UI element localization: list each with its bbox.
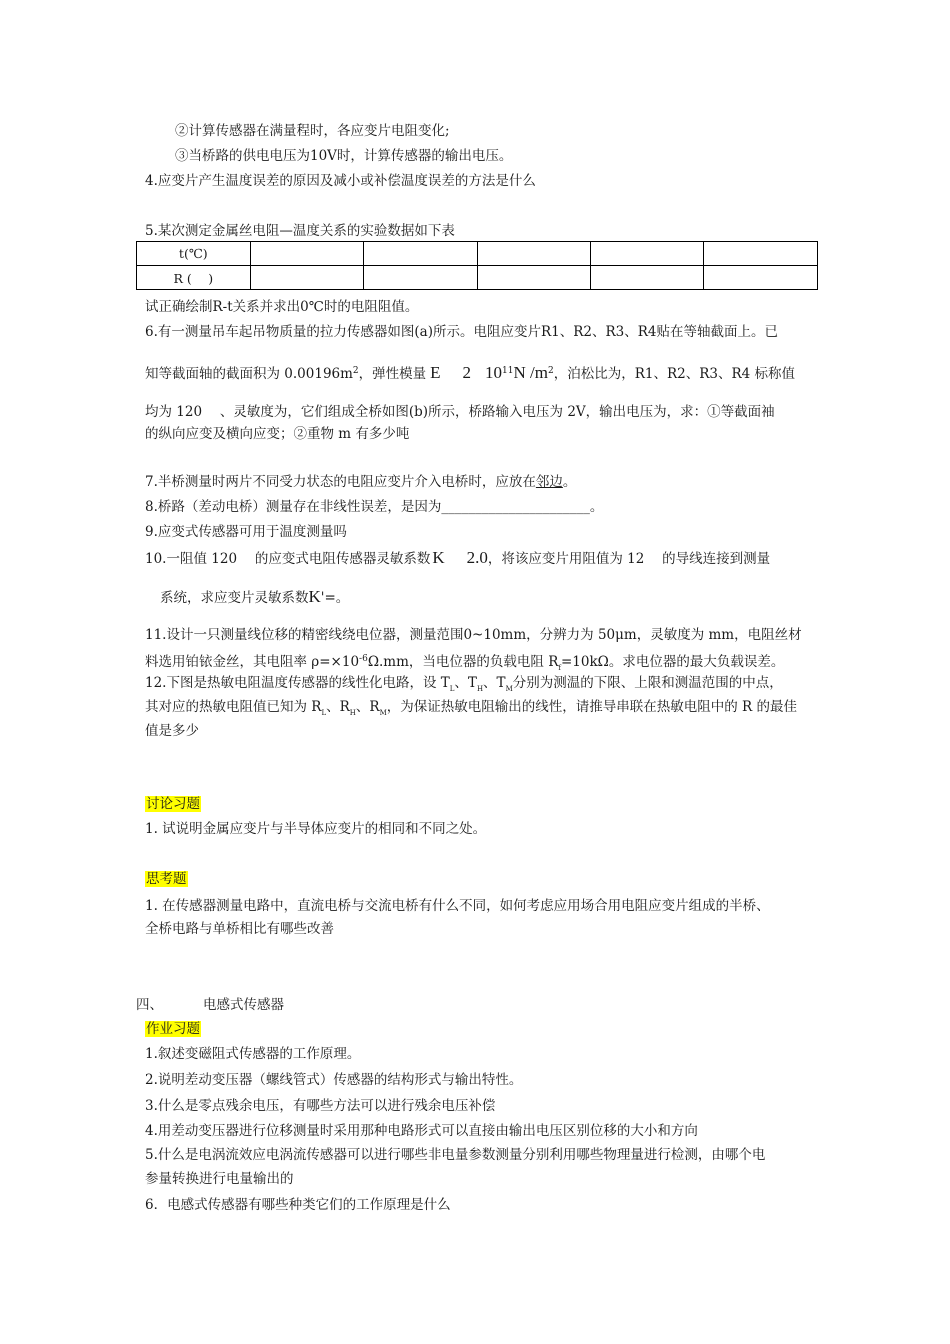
table-cell (364, 266, 477, 290)
text-segment: '=。 (320, 590, 350, 606)
text-segment: 、R (326, 699, 350, 715)
table-row (137, 242, 818, 266)
subscript: H (476, 685, 484, 693)
think-item-1-line-1: 1. 在传感器测量电路中，直流电桥与交流电桥有什么不同，如何考虑应用场合用电阻应变片组成的半桥、 (145, 898, 770, 914)
table-header-r: R ( ) (137, 266, 251, 290)
math-value: 2.0 (466, 548, 488, 567)
table-cell (704, 242, 818, 266)
table-cell (477, 266, 590, 290)
math-K: K (432, 548, 445, 567)
question-8 (145, 497, 603, 517)
math-unit: N /m (513, 363, 548, 382)
text-segment: 7.半桥测量时两片不同受力状态的电阻应变片介入电桥时，应放在 (145, 474, 536, 490)
math-ten: 10 (485, 363, 503, 382)
question-6-line-4: 的纵向应变及横向应变；②重物 m 有多少吨 (145, 426, 410, 442)
text-segment: ，弹性模量 (358, 366, 427, 382)
text-segment: ，将该应变片用阻值为 12 的导线连接到测量 (487, 551, 771, 567)
section-4-number: 四、 (136, 997, 163, 1013)
superscript: 2 (547, 366, 554, 376)
table-cell (591, 242, 704, 266)
question-4: 4.应变片产生温度误差的原因及减小或补偿温度误差的方法是什么 (145, 173, 536, 189)
table-cell (477, 242, 590, 266)
section-4-title: 电感式传感器 (203, 997, 284, 1013)
homework-item-5-line-2: 参量转换进行电量输出的 (145, 1171, 294, 1187)
subscript: f (558, 664, 561, 672)
question-11-line-1: 11.设计一只测量线位移的精密线绕电位器，测量范围0~10mm，分辨力为 50μm，灵敏度为 mm，电阻丝材 (145, 627, 802, 643)
answer-underlined: 邻边 (535, 474, 563, 490)
resistance-temperature-table (136, 241, 818, 290)
text-segment: =10kΩ。求电位器的最大负载误差。 (560, 654, 785, 670)
math-K: K (308, 587, 321, 606)
question-9: 9.应变式传感器可用于温度测量吗 (145, 524, 347, 540)
superscript: 2 (352, 366, 359, 376)
table-cell (250, 242, 363, 266)
text-segment: 10.一阻值 120 的应变式电阻传感器灵敏系数 (145, 551, 431, 567)
blank-line: ______________________ (441, 499, 590, 515)
superscript: -6 (359, 654, 368, 664)
text-segment: 料选用铂铱金丝，其电阻率 ρ=×10 (145, 654, 360, 670)
question-5: 5.某次测定金属丝电阻—温度关系的实验数据如下表 (145, 223, 455, 239)
section-think-title (145, 869, 188, 889)
homework-item-2: 2.说明差动变压器（螺线管式）传感器的结构形式与输出特性。 (145, 1072, 523, 1088)
homework-item-1: 1.叙述变磁阻式传感器的工作原理。 (145, 1046, 361, 1062)
text-segment: 12.下图是热敏电阻温度传感器的线性化电路，设 T (145, 675, 450, 691)
question-5-instruction: 试正确绘制R-t关系并求出0℃时的电阻阻值。 (145, 299, 419, 315)
homework-item-6: 6．电感式传感器有哪些种类它们的工作原理是什么 (145, 1197, 451, 1213)
question-12-line-3: 值是多少 (145, 723, 199, 739)
highlighted-heading: 思考题 (146, 871, 187, 887)
text-segment: 分别为测温的下限、上限和测温范围的中点， (512, 675, 783, 691)
homework-item-3: 3.什么是零点残余电压，有哪些方法可以进行残余电压补偿 (145, 1098, 496, 1114)
table-cell (364, 242, 477, 266)
question-7 (145, 472, 576, 492)
highlighted-heading: 作业习题 (146, 1021, 200, 1037)
subscript: M (505, 685, 513, 693)
subscript: L (449, 685, 455, 693)
question-6-line-2 (145, 361, 795, 384)
think-item-1-line-2: 全桥电路与单桥相比有哪些改善 (145, 921, 334, 937)
question-10-line-1 (145, 548, 770, 569)
question-6-line-1: 6.有一测量吊车起吊物质量的拉力传感器如图(a)所示。电阻应变片R1、R2、R3、R4贴在等轴截面上。已 (145, 324, 778, 340)
text-segment: Ω.mm，当电位器的负载电阻 R (367, 654, 559, 670)
table-row (137, 266, 818, 290)
table-cell (591, 266, 704, 290)
item-2: ②计算传感器在满量程时，各应变片电阻变化; (175, 123, 450, 139)
math-coefficient: 2 (462, 363, 472, 382)
question-12-line-2 (145, 697, 797, 723)
text-segment: 其对应的热敏电阻值已知为 R (145, 699, 322, 715)
text-segment: 、T (483, 675, 506, 691)
subscript: M (379, 709, 387, 717)
subscript: H (349, 709, 356, 717)
superscript: 11 (502, 366, 514, 376)
question-12-line-1 (145, 673, 783, 699)
math-E: E (430, 363, 441, 382)
text-segment: 知等截面轴的截面积为 0.00196m (145, 366, 353, 382)
section-homework-title (145, 1019, 201, 1039)
text-segment: 。 (589, 499, 604, 515)
homework-item-4: 4.用差动变压器进行位移测量时采用那种电路形式可以直接由输出电压区别位移的大小和方向 (145, 1123, 698, 1139)
text-segment: 8.桥路（差动电桥）测量存在非线性误差，是因为 (145, 499, 442, 515)
item-3: ③当桥路的供电电压为10V时，计算传感器的输出电压。 (175, 148, 513, 164)
discussion-item-1: 1. 试说明金属应变片与半导体应变片的相同和不同之处。 (145, 821, 487, 837)
homework-item-5-line-1: 5.什么是电涡流效应电涡流传感器可以进行哪些非电量参数测量分别利用哪些物理量进行检测，由哪个电 (145, 1147, 766, 1163)
text-segment: ，为保证热敏电阻输出的线性，请推导串联在热敏电阻中的 R 的最佳 (386, 699, 797, 715)
table-cell (704, 266, 818, 290)
text-segment: 系统，求应变片灵敏系数 (160, 590, 309, 606)
text-segment: ，泊松比为，R1、R2、R3、R4 标称值 (553, 366, 796, 382)
table-cell (250, 266, 363, 290)
text-segment: 。 (562, 474, 577, 490)
highlighted-heading: 讨论习题 (146, 796, 200, 812)
table-header-t: t(℃) (137, 242, 251, 266)
text-segment: 、R (355, 699, 380, 715)
text-segment: 、T (454, 675, 477, 691)
subscript: L (321, 709, 327, 717)
question-6-line-3: 均为 120 、灵敏度为，它们组成全桥如图(b)所示，桥路输入电压为 2V，输出电压为，求：①等截面袖 (145, 404, 775, 420)
question-10-line-2 (160, 587, 349, 608)
section-discussion-title (145, 794, 201, 814)
